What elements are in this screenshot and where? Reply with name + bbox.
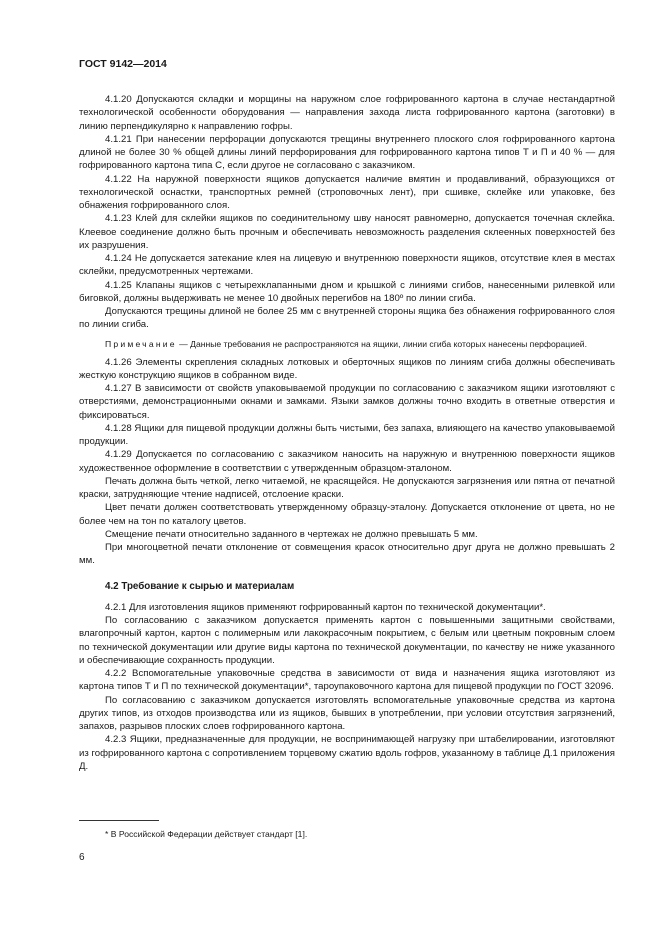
paragraph-4-1-25: 4.1.25 Клапаны ящиков с четырехклапанными дном и крышкой с линиями сгибов, нанесенными рилевкой или биговкой, должны выдерживать не менее 10 двойных перегибов на 180º по линии сгиба. xyxy=(79,279,615,304)
note-text: — Данные требования не распространяются на ящики, линии сгиба которых нанесены перфорацией. xyxy=(176,338,587,349)
paragraph-4-1-22: 4.1.22 На наружной поверхности ящиков допускается наличие вмятин и продавливаний, образующихся от технологической оснастки, транспортных ремней (строповочных лент), при сшивке, склейке или упаковке, без обнажения гофрированного слоя. xyxy=(79,173,615,211)
paragraph-4-1-20: 4.1.20 Допускаются складки и морщины на наружном слое гофрированного картона в случае нестандартной технологической особенности оборудования — направления захода листа гофрированного картона (заготовки) в линию перпендикулярно к направлению гофры. xyxy=(79,94,615,132)
paragraph-cracks: Допускаются трещины длиной не более 25 мм с внутренней стороны ящика без обнажения гофрированного слоя по линии сгиба. xyxy=(79,306,615,331)
paragraph-4-1-27: 4.1.27 В зависимости от свойств упаковываемой продукции по согласованию с заказчиком ящики изготовляют с отверстиями, демонстрационными окнами и замками. Языки замков должны точно входить в ответные отверстия и фиксироваться. xyxy=(79,383,615,421)
footnote-divider xyxy=(79,820,159,821)
paragraph-4-2-3: 4.2.3 Ящики, предназначенные для продукции, не воспринимающей нагрузку при штабелировании, изготовляют из гофрированного картона с сопротивлением торцевому сжатию вдоль гофров, указанному в таблице Д.1 приложения Д. xyxy=(79,734,615,772)
section-title-4-2: 4.2 Требование к сырью и материалам xyxy=(105,580,295,592)
page-number: 6 xyxy=(79,852,85,863)
footnote: * В Российской Федерации действует стандарт [1]. xyxy=(105,829,308,839)
note-label: Примечание xyxy=(105,338,177,349)
paragraph-4-2-2: 4.2.2 Вспомогательные упаковочные средства в зависимости от вида и назначения ящика изготовляют из картона типов Т и П по технической документации*, тароупаковочного картона для пищевой продукции по ГОСТ 32096. xyxy=(79,668,615,693)
paragraph-4-1-23: 4.1.23 Клей для склейки ящиков по соединительному шву наносят равномерно, допускается точечная склейка. Клеевое соединение должно быть прочным и обеспечивать невозможность разделения склеенных поверхностей без их разрушения. xyxy=(79,213,615,251)
note xyxy=(79,338,615,350)
document-body xyxy=(79,93,615,773)
paragraph-auxiliary-means: По согласованию с заказчиком допускается изготовлять вспомогательные упаковочные средства из картона других типов, из отходов производства или из ящиков, бывших в употреблении, при условии отсутствия загрязнений, запахов, разрывов плоских слоев гофрированного картона. xyxy=(79,694,615,732)
paragraph-protective-cardboard: По согласованию с заказчиком допускается применять картон с повышенными защитными свойствами, влагопрочный картон, картон с полимерным или лакокрасочным покрытием, с белым или цветным покровным слоем по технической документации или другие виды картона по технической документации, по качеству не ниже указанного и обеспечивающие сохранность продукции. xyxy=(79,615,615,666)
paragraph-multicolor: При многоцветной печати отклонение от совмещения красок относительно друг друга не должно превышать 2 мм. xyxy=(79,542,615,567)
paragraph-print-quality: Печать должна быть четкой, легко читаемой, не красящейся. Не допускаются загрязнения или пятна от печатной краски, затрудняющие чтение надписей, отслоение краски. xyxy=(79,475,615,500)
paragraph-4-2-1: 4.2.1 Для изготовления ящиков применяют гофрированный картон по технической документации*. xyxy=(105,601,546,613)
paragraph-4-1-24: 4.1.24 Не допускается затекание клея на лицевую и внутреннюю поверхности ящиков, отсутствие клея в местах склейки, предусмотренных чертежами. xyxy=(79,253,615,278)
paragraph-4-1-21: 4.1.21 При нанесении перфорации допускаются трещины внутреннего плоского слоя гофрированного картона длиной не более 30 % общей длины линий перфорирования для гофрированного картона типов Т и П и 40 % — для гофрированного картона типа С, если другое не согласовано с заказчиком. xyxy=(79,133,615,172)
document-header: ГОСТ 9142—2014 xyxy=(79,58,167,70)
paragraph-4-1-28: 4.1.28 Ящики для пищевой продукции должны быть чистыми, без запаха, влияющего на качество упаковываемой продукции. xyxy=(79,422,615,447)
paragraph-4-1-29: 4.1.29 Допускается по согласованию с заказчиком наносить на наружную и внутреннюю поверхности ящиков художественное оформление в соответствии с утвержденным образцом-эталоном. xyxy=(79,449,615,474)
paragraph-print-color: Цвет печати должен соответствовать утвержденному образцу-эталону. Допускается отклонение от цвета, но не более чем на тон по каталогу цветов. xyxy=(79,502,615,527)
paragraph-print-shift: Смещение печати относительно заданного в чертежах не должно превышать 5 мм. xyxy=(105,528,478,540)
paragraph-4-1-26: 4.1.26 Элементы скрепления складных лотковых и оберточных ящиков по линиям сгиба должны обеспечивать жесткую конструкцию ящиков в собранном виде. xyxy=(79,356,615,381)
